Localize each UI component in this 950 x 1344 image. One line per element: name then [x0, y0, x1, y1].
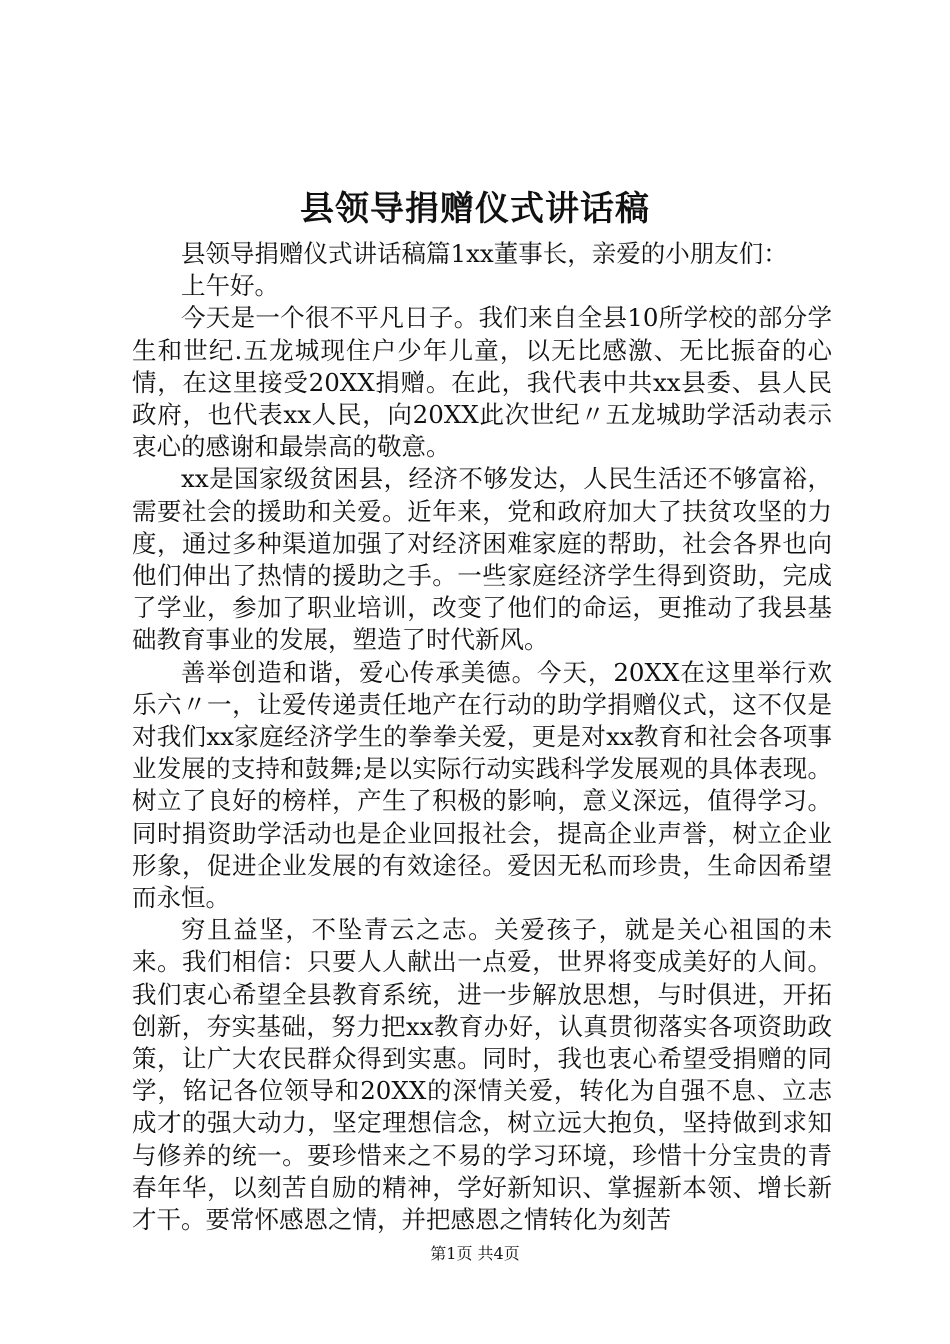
document-body: [132, 238, 832, 1236]
paragraph-salutation: 上午好。: [181, 271, 279, 301]
paragraph-4: 穷且益坚，不坠青云之志。关爱孩子，就是关心祖国的未来。我们相信：只要人人献出一点爱，世界将变成美好的人间。我们衷心希望全县教育系统，进一步解放思想，与时俱进，开拓创新，夯实基础，努力把xx教育办好，认真贯彻落实各项资助政策，让广大农民群众得到实惠。同时，我也衷心希望受捐赠的同学，铭记各位领导和20XX的深情关爱，转化为自强不息、立志成才的强大动力，坚定理想信念，树立远大抱负，坚持做到求知与修养的统一。要珍惜来之不易的学习环境，珍惜十分宝贵的青春年华，以刻苦自励的精神，学好新知识、掌握新本领、增长新才干。要常怀感恩之情，并把感恩之情转化为刻苦: [132, 915, 832, 1235]
paragraph-1: 今天是一个很不平凡日子。我们来自全县10所学校的部分学生和世纪.五龙城现住户少年儿童，以无比感激、无比振奋的心情，在这里接受20XX捐赠。在此，我代表中共xx县委、县人民政府，也代表xx人民，向20XX此次世纪〃五龙城助学活动表示衷心的感谢和最崇高的敬意。: [132, 303, 832, 462]
document-title: 县领导捐赠仪式讲话稿: [300, 189, 650, 229]
paragraph-2: xx是国家级贫困县，经济不够发达，人民生活还不够富裕，需要社会的援助和关爱。近年来，党和政府加大了扶贫攻坚的力度，通过多种渠道加强了对经济困难家庭的帮助，社会各界也向他们伸出了热情的援助之手。一些家庭经济学生得到资助，完成了学业，参加了职业培训，改变了他们的命运，更推动了我县基础教育事业的发展，塑造了时代新风。: [132, 464, 832, 655]
paragraph-3: 善举创造和谐，爱心传承美德。今天，20XX在这里举行欢乐六〃一，让爱传递责任地产在行动的助学捐赠仪式，这不仅是对我们xx家庭经济学生的拳拳关爱，更是对xx教育和社会各项事业发展的支持和鼓舞;是以实际行动实践科学发展观的具体表现。树立了良好的榜样，产生了积极的影响，意义深远，值得学习。同时捐资助学活动也是企业回报社会，提高企业声誉，树立企业形象，促进企业发展的有效途径。爱因无私而珍贵，生命因希望而永恒。: [132, 657, 832, 913]
page-number: 第1页 共4页: [430, 1244, 520, 1263]
paragraph-greeting: 县领导捐赠仪式讲话稿篇1xx董事长，亲爱的小朋友们：: [181, 239, 788, 268]
